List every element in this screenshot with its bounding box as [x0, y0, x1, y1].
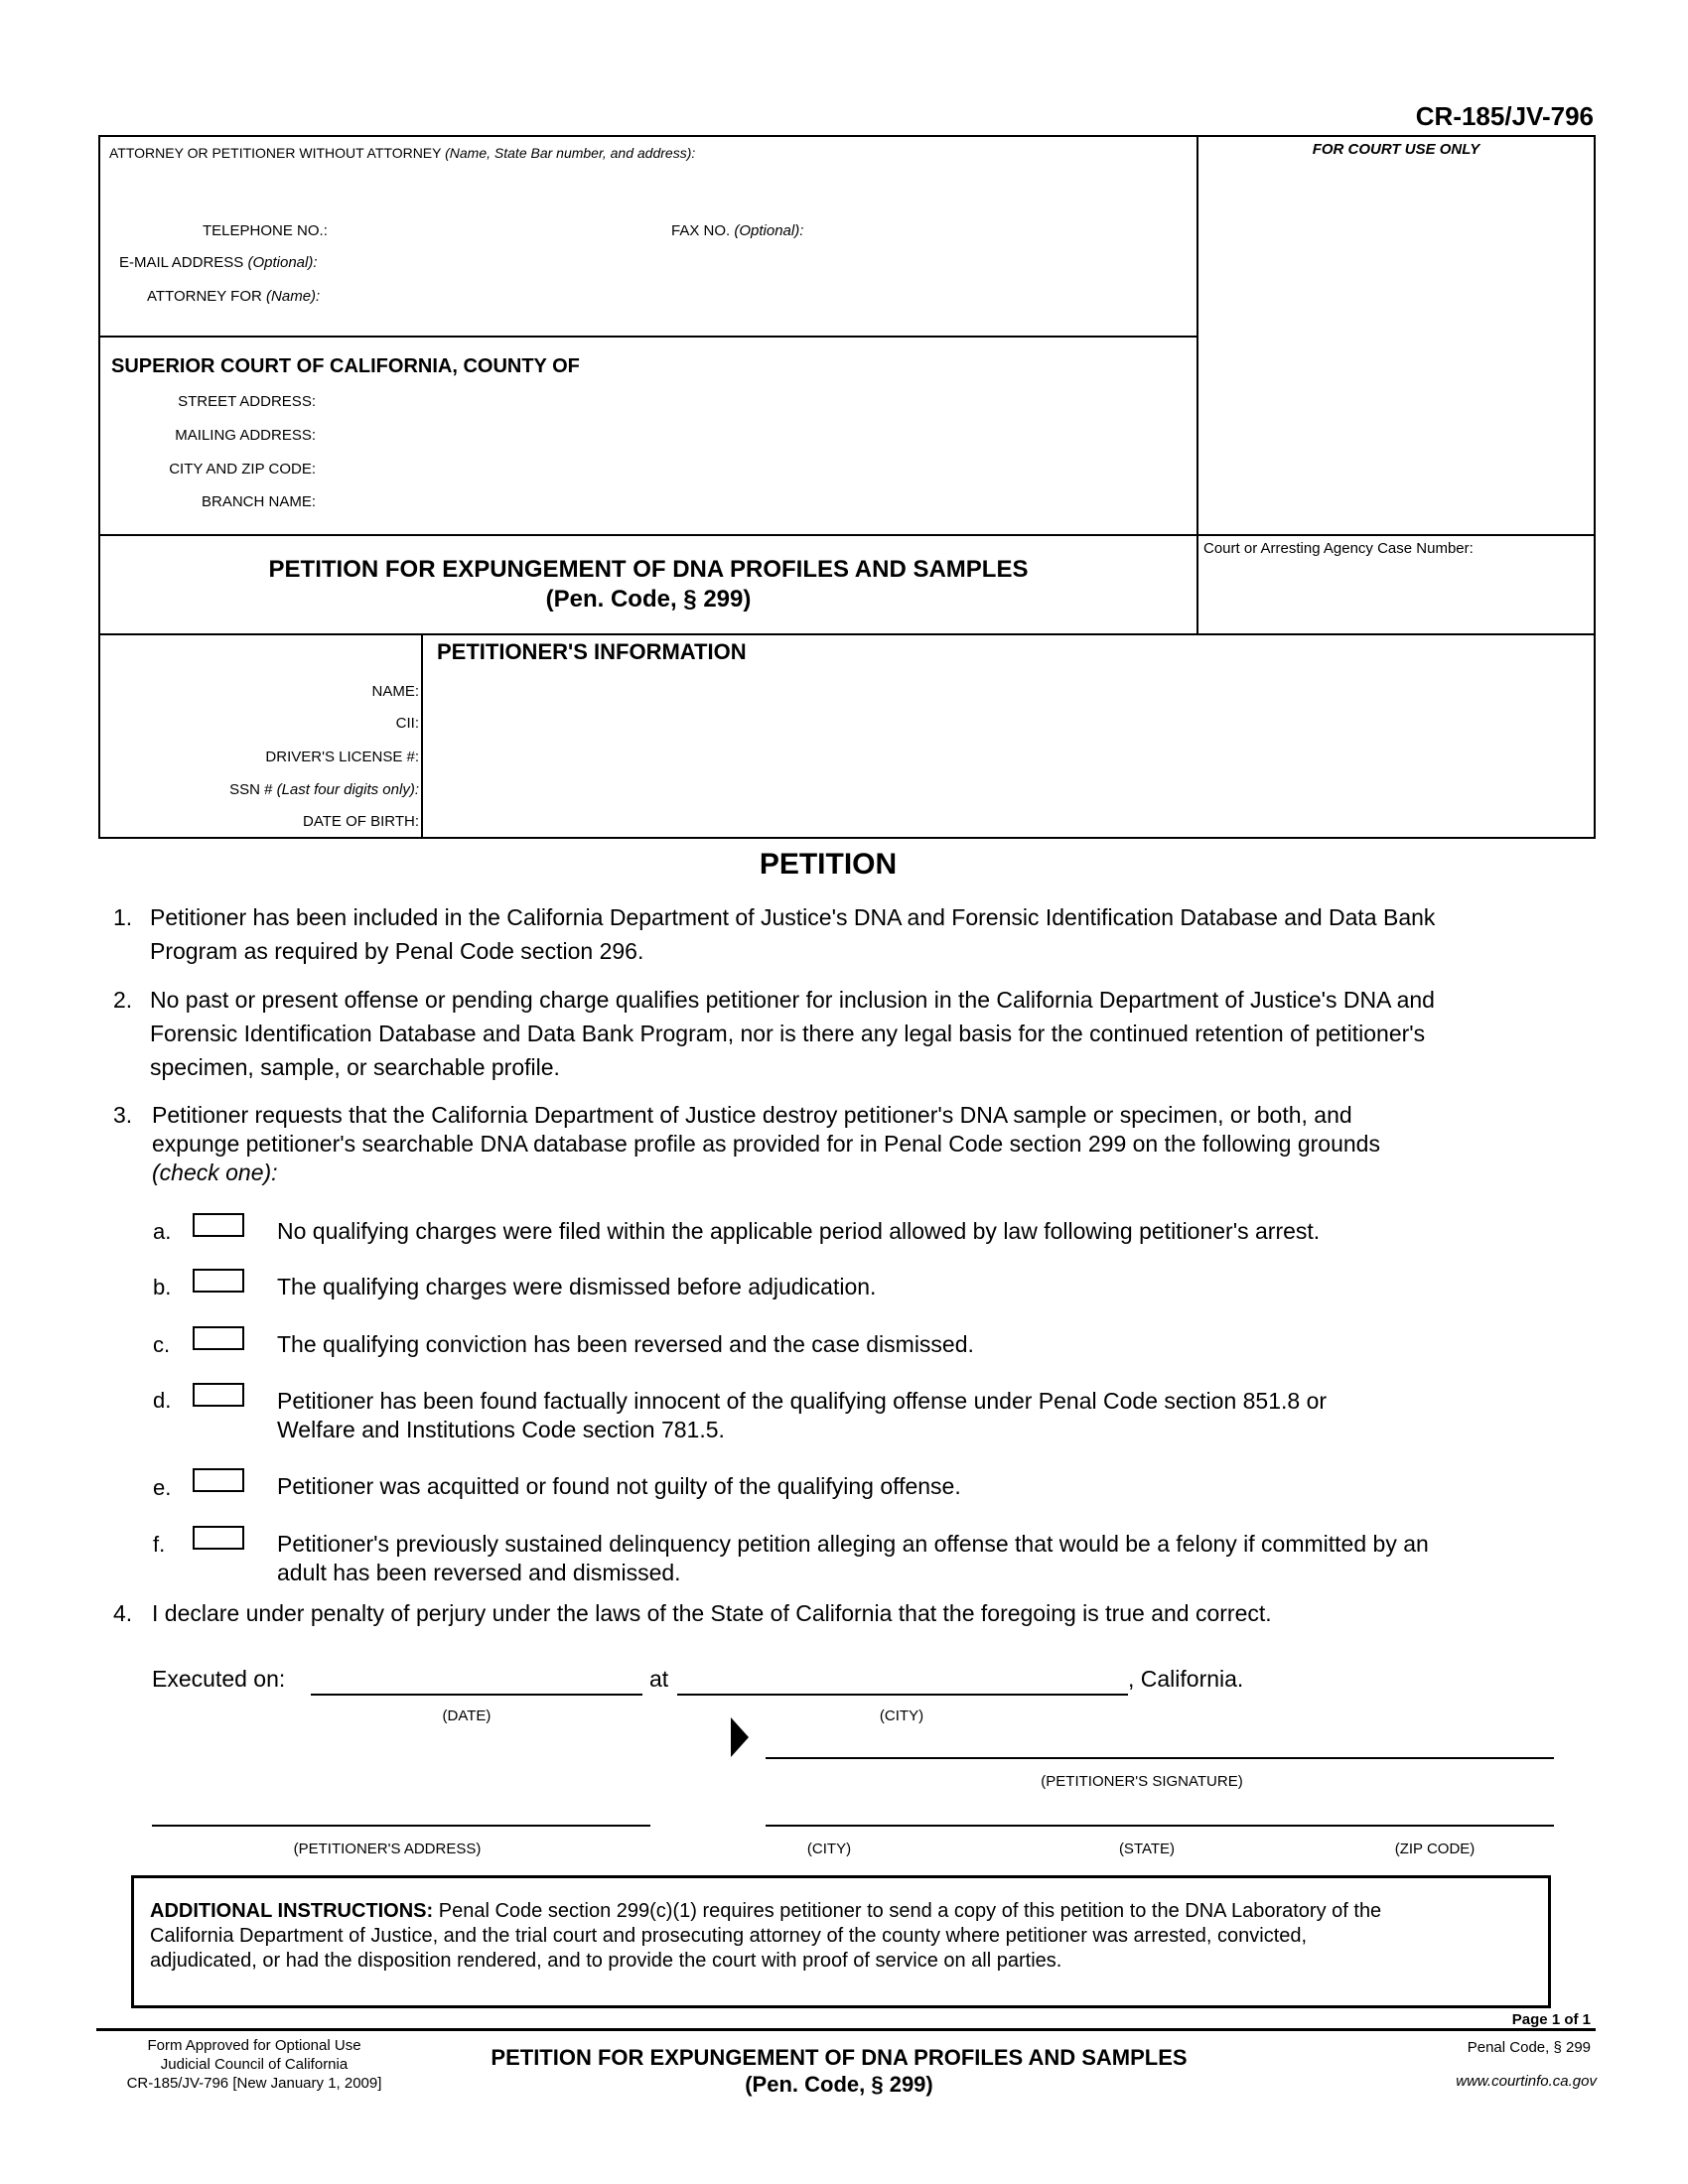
city-zip-label: CITY AND ZIP CODE:: [169, 461, 316, 478]
footer-penal-code: Penal Code, § 299: [1467, 2039, 1591, 2056]
drivers-license-label: DRIVER'S LICENSE #:: [265, 749, 419, 765]
date-line[interactable]: [311, 1694, 642, 1696]
petition-heading: PETITION: [759, 848, 898, 881]
item1-number: 1.: [113, 904, 133, 930]
fax-label: FAX NO. (Optional):: [671, 222, 804, 239]
option-b-text: The qualifying charges were dismissed before adjudication.: [277, 1274, 877, 1299]
executed-on-label: Executed on:: [152, 1666, 286, 1692]
signature-line[interactable]: [766, 1757, 1554, 1759]
petitioner-info-divider: [421, 635, 423, 839]
option-f-text-line1: Petitioner's previously sustained delinquency petition alleging an offense that would be a felony if committed by an: [277, 1531, 1429, 1557]
court-use-label: FOR COURT USE ONLY: [1312, 141, 1480, 158]
footer-rule: [96, 2028, 1596, 2031]
option-f-checkbox[interactable]: [193, 1526, 244, 1550]
street-address-label: STREET ADDRESS:: [178, 393, 316, 410]
item1-line1: Petitioner has been included in the California Department of Justice's DNA and Forensic Identification Database and Data Bank: [150, 904, 1436, 930]
option-e-text: Petitioner was acquitted or found not guilty of the qualifying offense.: [277, 1473, 961, 1499]
cii-label: CII:: [395, 715, 419, 732]
petitioner-info-box: [98, 633, 1596, 839]
item2-line2: Forensic Identification Database and Data Bank Program, nor is there any legal basis for the continued retention of petitioner's: [150, 1021, 1426, 1046]
city2-caption: (CITY): [806, 1841, 852, 1857]
case-number-label: Court or Arresting Agency Case Number:: [1203, 540, 1474, 557]
city-caption: (CITY): [879, 1707, 924, 1724]
footer-approved-line2: Judicial Council of California: [160, 2056, 349, 2073]
telephone-label: TELEPHONE NO.:: [203, 222, 328, 239]
zip-caption: (ZIP CODE): [1394, 1841, 1476, 1857]
item3-line3: (check one):: [152, 1160, 278, 1185]
ssn-label: SSN # (Last four digits only):: [229, 781, 419, 798]
footer-approved-line1: Form Approved for Optional Use: [147, 2037, 361, 2054]
option-c-text: The qualifying conviction has been reversed and the case dismissed.: [277, 1331, 974, 1357]
option-a-checkbox[interactable]: [193, 1213, 244, 1237]
option-a-letter: a.: [153, 1219, 172, 1244]
attorney-for-label: ATTORNEY FOR (Name):: [147, 288, 321, 305]
item3-line2: expunge petitioner's searchable DNA database profile as provided for in Penal Code section 299 on the following grounds: [152, 1131, 1380, 1157]
california-label: , California.: [1128, 1666, 1244, 1692]
option-a-text: No qualifying charges were filed within the applicable period allowed by law following petitioner's arrest.: [277, 1218, 1321, 1244]
at-label: at: [649, 1666, 669, 1692]
item3-number: 3.: [113, 1102, 133, 1128]
footer-title-code: (Pen. Code, § 299): [745, 2072, 933, 2097]
form-number: CR-185/JV-796: [1415, 101, 1594, 131]
city-state-zip-line[interactable]: [766, 1825, 1554, 1827]
option-d-letter: d.: [153, 1388, 172, 1413]
address-line[interactable]: [152, 1825, 650, 1827]
signature-caption: (PETITIONER'S SIGNATURE): [1041, 1773, 1243, 1790]
option-b-letter: b.: [153, 1275, 172, 1299]
option-d-text-line1: Petitioner has been found factually innocent of the qualifying offense under Penal Code section 851.8 or: [277, 1388, 1328, 1414]
footer-approved-line3: CR-185/JV-796 [New January 1, 2009]: [126, 2075, 382, 2092]
option-d-text-line2: Welfare and Institutions Code section 781.5.: [277, 1417, 725, 1442]
state-caption: (STATE): [1118, 1841, 1176, 1857]
form-title-code: (Pen. Code, § 299): [545, 586, 752, 613]
option-f-letter: f.: [153, 1532, 166, 1557]
petitioner-info-heading: PETITIONER'S INFORMATION: [437, 639, 747, 664]
mailing-address-label: MAILING ADDRESS:: [175, 427, 316, 444]
item2-line3: specimen, sample, or searchable profile.: [150, 1054, 560, 1080]
item2-line1: No past or present offense or pending charge qualifies petitioner for inclusion in the California Department of Justice's DNA and: [150, 987, 1435, 1013]
option-b-checkbox[interactable]: [193, 1269, 244, 1293]
signature-arrow-icon: [731, 1717, 751, 1757]
option-e-checkbox[interactable]: [193, 1468, 244, 1492]
city-line[interactable]: [677, 1694, 1128, 1696]
attorney-label: ATTORNEY OR PETITIONER WITHOUT ATTORNEY (Name, State Bar number, and address):: [109, 145, 696, 161]
date-of-birth-label: DATE OF BIRTH:: [303, 813, 419, 830]
item2-number: 2.: [113, 987, 133, 1013]
date-caption: (DATE): [442, 1707, 492, 1724]
form-title: PETITION FOR EXPUNGEMENT OF DNA PROFILES AND SAMPLES: [268, 556, 1029, 583]
item1-line2: Program as required by Penal Code section 296.: [150, 938, 644, 964]
option-c-letter: c.: [153, 1332, 171, 1357]
footer-title: PETITION FOR EXPUNGEMENT OF DNA PROFILES AND SAMPLES: [491, 2045, 1188, 2070]
instructions-line3: adjudicated, or had the disposition rendered, and to provide the court with proof of service on all parties.: [150, 1950, 1062, 1972]
title-box: [98, 534, 1198, 635]
name-label: NAME:: [371, 683, 419, 700]
option-f-text-line2: adult has been reversed and dismissed.: [277, 1560, 681, 1585]
court-use-box: [1196, 135, 1596, 536]
footer-website[interactable]: www.courtinfo.ca.gov: [1456, 2073, 1597, 2090]
address-caption: (PETITIONER'S ADDRESS): [293, 1841, 482, 1857]
option-d-checkbox[interactable]: [193, 1383, 244, 1407]
item4-number: 4.: [113, 1600, 133, 1626]
court-title: SUPERIOR COURT OF CALIFORNIA, COUNTY OF: [111, 355, 580, 377]
instructions-line1: ADDITIONAL INSTRUCTIONS: Penal Code section 299(c)(1) requires petitioner to send a copy of this petition to the DNA Laboratory of the: [150, 1900, 1382, 1922]
page-number: Page 1 of 1: [1511, 2011, 1591, 2028]
instructions-line2: California Department of Justice, and the trial court and prosecuting attorney of the county where petitioner was arrested, convicted,: [150, 1925, 1308, 1947]
item4-text: I declare under penalty of perjury under the laws of the State of California that the foregoing is true and correct.: [152, 1600, 1272, 1626]
option-e-letter: e.: [153, 1475, 172, 1500]
email-label: E-MAIL ADDRESS (Optional):: [119, 254, 318, 271]
branch-name-label: BRANCH NAME:: [201, 493, 316, 510]
item3-line1: Petitioner requests that the California Department of Justice destroy petitioner's DNA sample or specimen, or both, and: [152, 1102, 1352, 1128]
option-c-checkbox[interactable]: [193, 1326, 244, 1350]
